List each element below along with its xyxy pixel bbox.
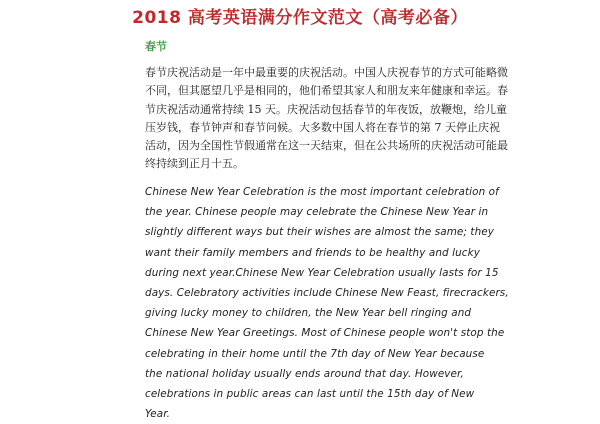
- english-line: want their family members and friends to be healthy and lucky: [145, 246, 480, 259]
- page-title: 2018 高考英语满分作文范文（高考必备）: [132, 8, 468, 28]
- english-line: Year.: [145, 408, 171, 421]
- section-heading: 春节: [145, 40, 167, 53]
- english-line: giving lucky money to children, the New Year bell ringing and: [145, 307, 472, 320]
- chinese-line: 春节庆祝活动是一年中最重要的庆祝活动。中国人庆祝春节的方式可能略微: [145, 66, 508, 79]
- english-line: days. Celebratory activities include Chinese New Feast, firecrackers,: [145, 287, 509, 300]
- english-line: the year. Chinese people may celebrate the Chinese New Year in: [145, 206, 489, 219]
- chinese-line: 不同，但其愿望几乎是相同的，他们希望其家人和朋友来年健康和幸运。春: [145, 84, 508, 98]
- english-line: celebrations in public areas can last until the 15th day of New: [145, 388, 475, 401]
- chinese-line: 终持续到正月十五。: [145, 157, 244, 171]
- english-line: Chinese New Year Celebration is the most important celebration of: [145, 186, 499, 198]
- english-line: the national holiday usually ends around that day. However,: [145, 367, 464, 380]
- chinese-line: 节庆祝活动通常持续 15 天。庆祝活动包括春节的年夜饭，放鞭炮，给儿童: [145, 102, 507, 116]
- chinese-line: 活动，因为全国性节假通常在这一天结束，但在公共场所的庆祝活动可能最: [145, 139, 508, 153]
- english-line: during next year.Chinese New Year Celebration usually lasts for 15: [145, 266, 499, 279]
- english-paragraph: [145, 182, 509, 424]
- english-line: slightly different ways but their wishes are almost the same; they: [145, 226, 495, 239]
- english-line: Chinese New Year Greetings. Most of Chinese people won't stop the: [145, 327, 505, 340]
- english-line: celebrating in their home until the 7th day of New Year because: [145, 347, 485, 360]
- chinese-paragraph: [145, 64, 508, 174]
- chinese-line: 压岁钱，春节钟声和春节问候。大多数中国人将在春节的第 7 天停止庆祝: [145, 120, 500, 134]
